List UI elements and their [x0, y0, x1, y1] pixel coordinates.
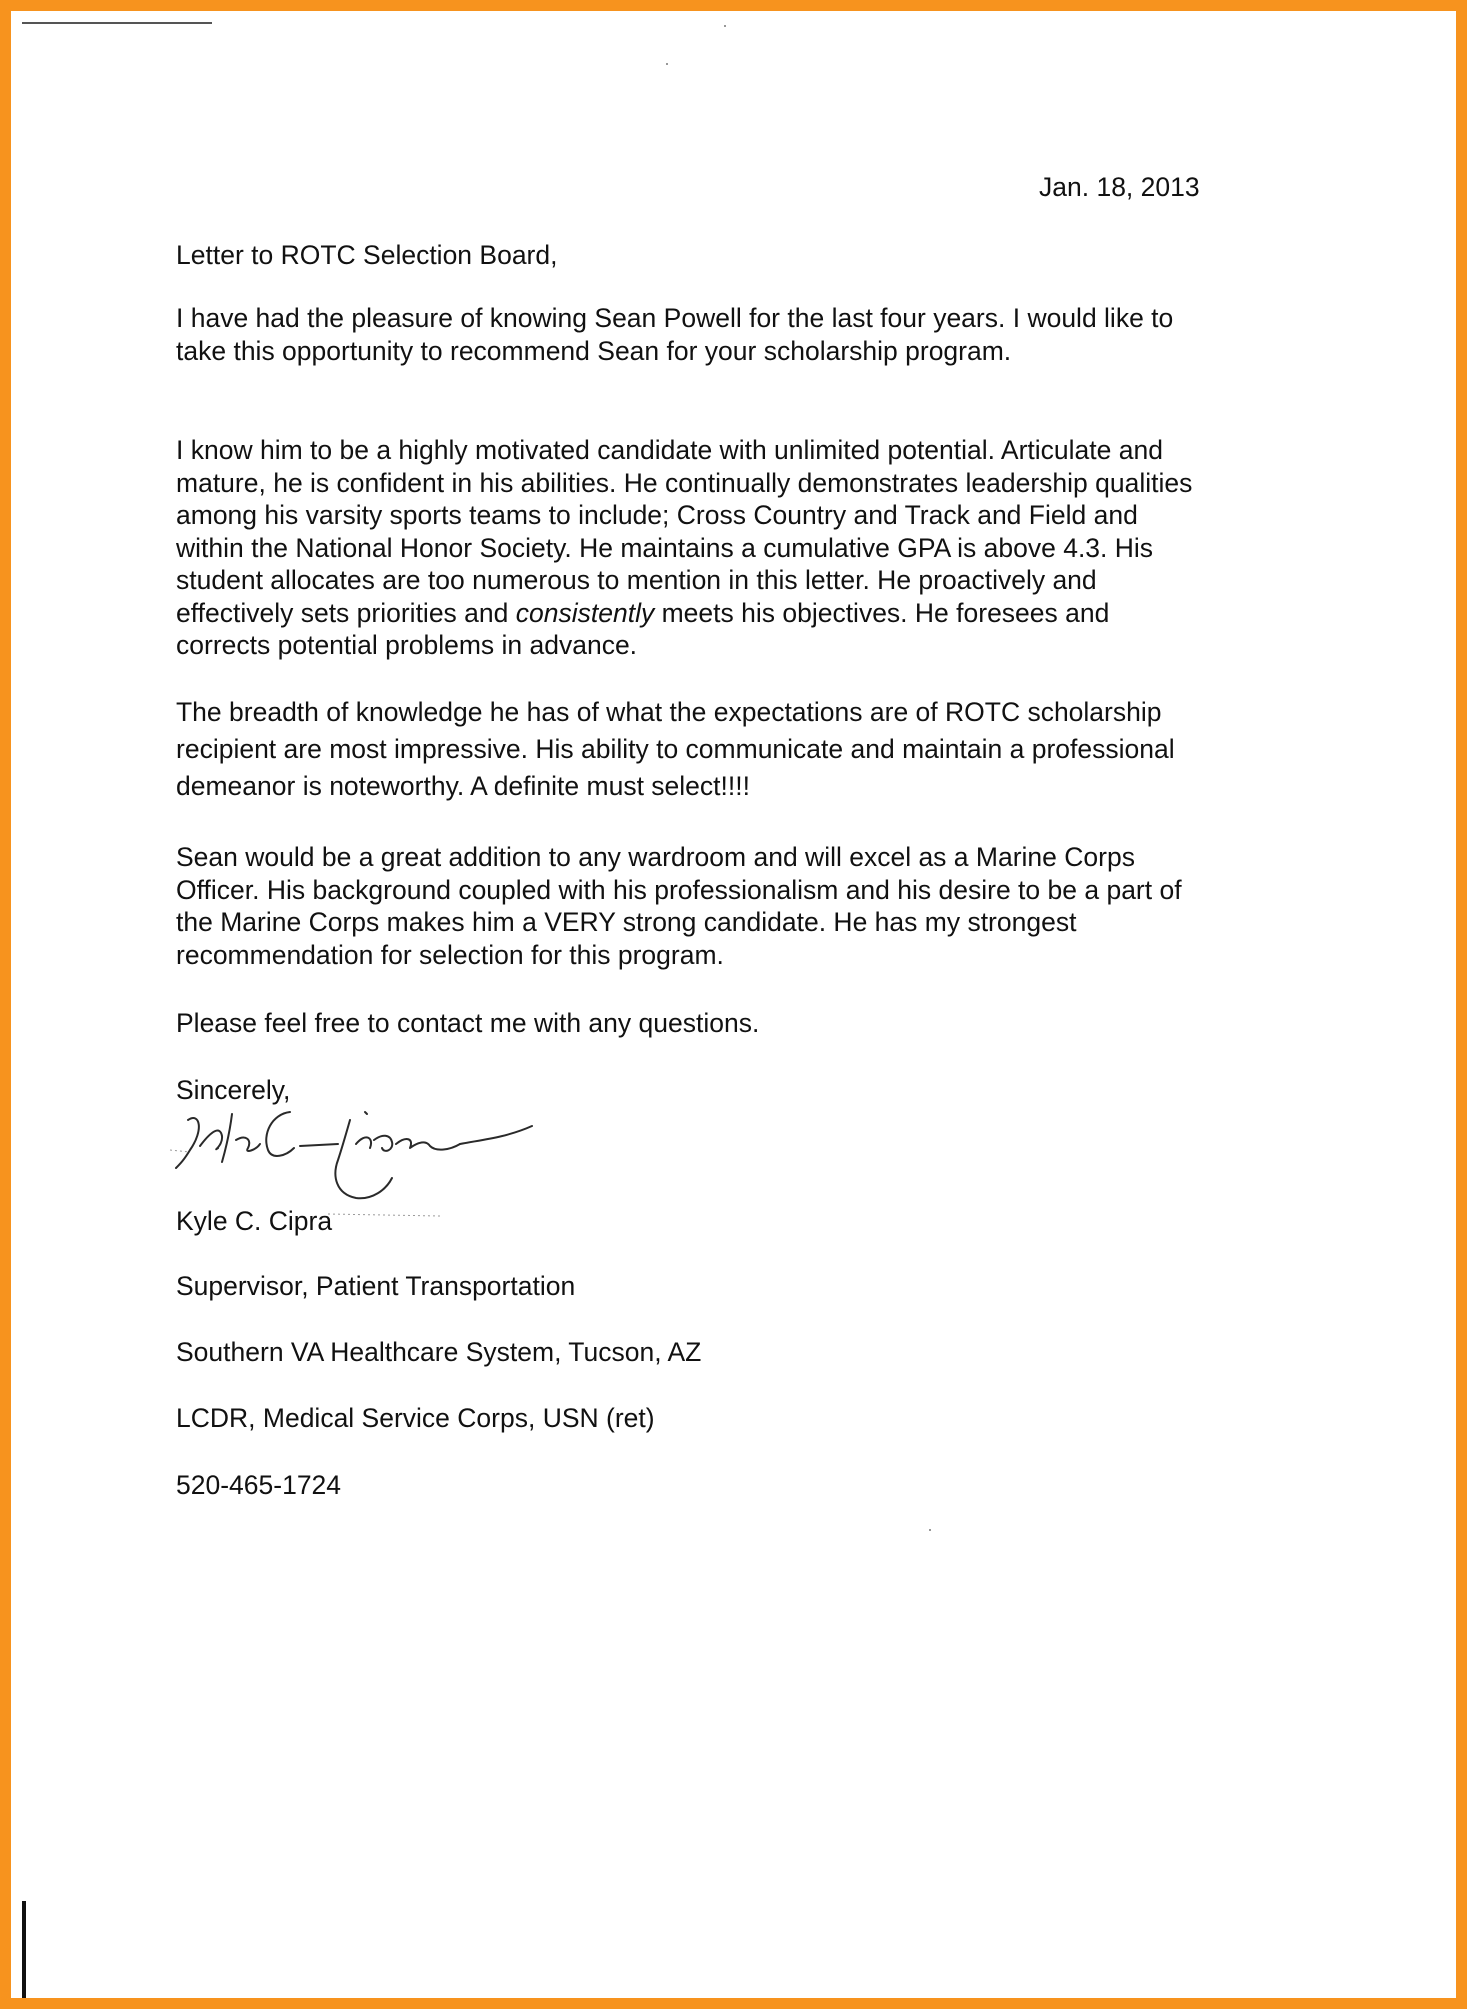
paragraph-contact	[176, 1007, 1316, 1040]
text-line-with-italic	[176, 597, 1316, 630]
text-segment: meets his objectives. He foresees and	[654, 597, 1110, 628]
text-line: The breadth of knowledge he has of what the expectations are of ROTC scholarship	[176, 697, 1162, 727]
text-line: recommendation for selection for this program.	[176, 939, 724, 970]
paragraph-recommendation	[176, 841, 1316, 971]
letter-salutation: Letter to ROTC Selection Board,	[176, 240, 558, 270]
text-line: Officer. His background coupled with his professionalism and his desire to be a part of	[176, 874, 1182, 905]
text-line: Sean would be a great addition to any wardroom and will excel as a Marine Corps	[176, 842, 1135, 872]
text-line: I have had the pleasure of knowing Sean Powell for the last four years. I would like to	[176, 303, 1174, 333]
paragraph-introduction	[176, 302, 1316, 367]
signer-phone: 520-465-1724	[176, 1470, 342, 1500]
text-line: corrects potential problems in advance.	[176, 630, 638, 660]
paragraph-qualities	[176, 434, 1316, 662]
letter-closing: Sincerely,	[176, 1075, 291, 1105]
text-line: among his varsity sports teams to include; Cross Country and Track and Field and	[176, 500, 1138, 530]
paragraph-knowledge	[176, 694, 1316, 805]
text-line: take this opportunity to recommend Sean for your scholarship program.	[176, 335, 1012, 366]
signer-organization: Southern VA Healthcare System, Tucson, AZ	[176, 1337, 702, 1367]
text-line: recipient are most impressive. His ability to communicate and maintain a professional	[176, 734, 1175, 764]
text-line: demeanor is noteworthy. A definite must select!!!!	[176, 771, 750, 801]
signer-title: Supervisor, Patient Transportation	[176, 1271, 576, 1301]
letter-date: Jan. 18, 2013	[1039, 172, 1200, 202]
signer-name: Kyle C. Cipra	[176, 1206, 333, 1236]
text-line: I know him to be a highly motivated candidate with unlimited potential. Articulate and	[176, 435, 1163, 465]
italic-emphasis: consistently	[515, 597, 655, 628]
text-line: Please feel free to contact me with any questions.	[176, 1008, 760, 1038]
text-line: within the National Honor Society. He maintains a cumulative GPA is above 4.3. His	[176, 532, 1154, 563]
text-line: the Marine Corps makes him a VERY strong candidate. He has my strongest	[176, 907, 1077, 937]
signer-rank: LCDR, Medical Service Corps, USN (ret)	[176, 1403, 655, 1433]
text-line: student allocates are too numerous to mention in this letter. He proactively and	[176, 565, 1097, 595]
text-segment: effectively sets priorities and	[176, 597, 516, 628]
text-line: mature, he is confident in his abilities. He continually demonstrates leadership qualities	[176, 467, 1193, 498]
